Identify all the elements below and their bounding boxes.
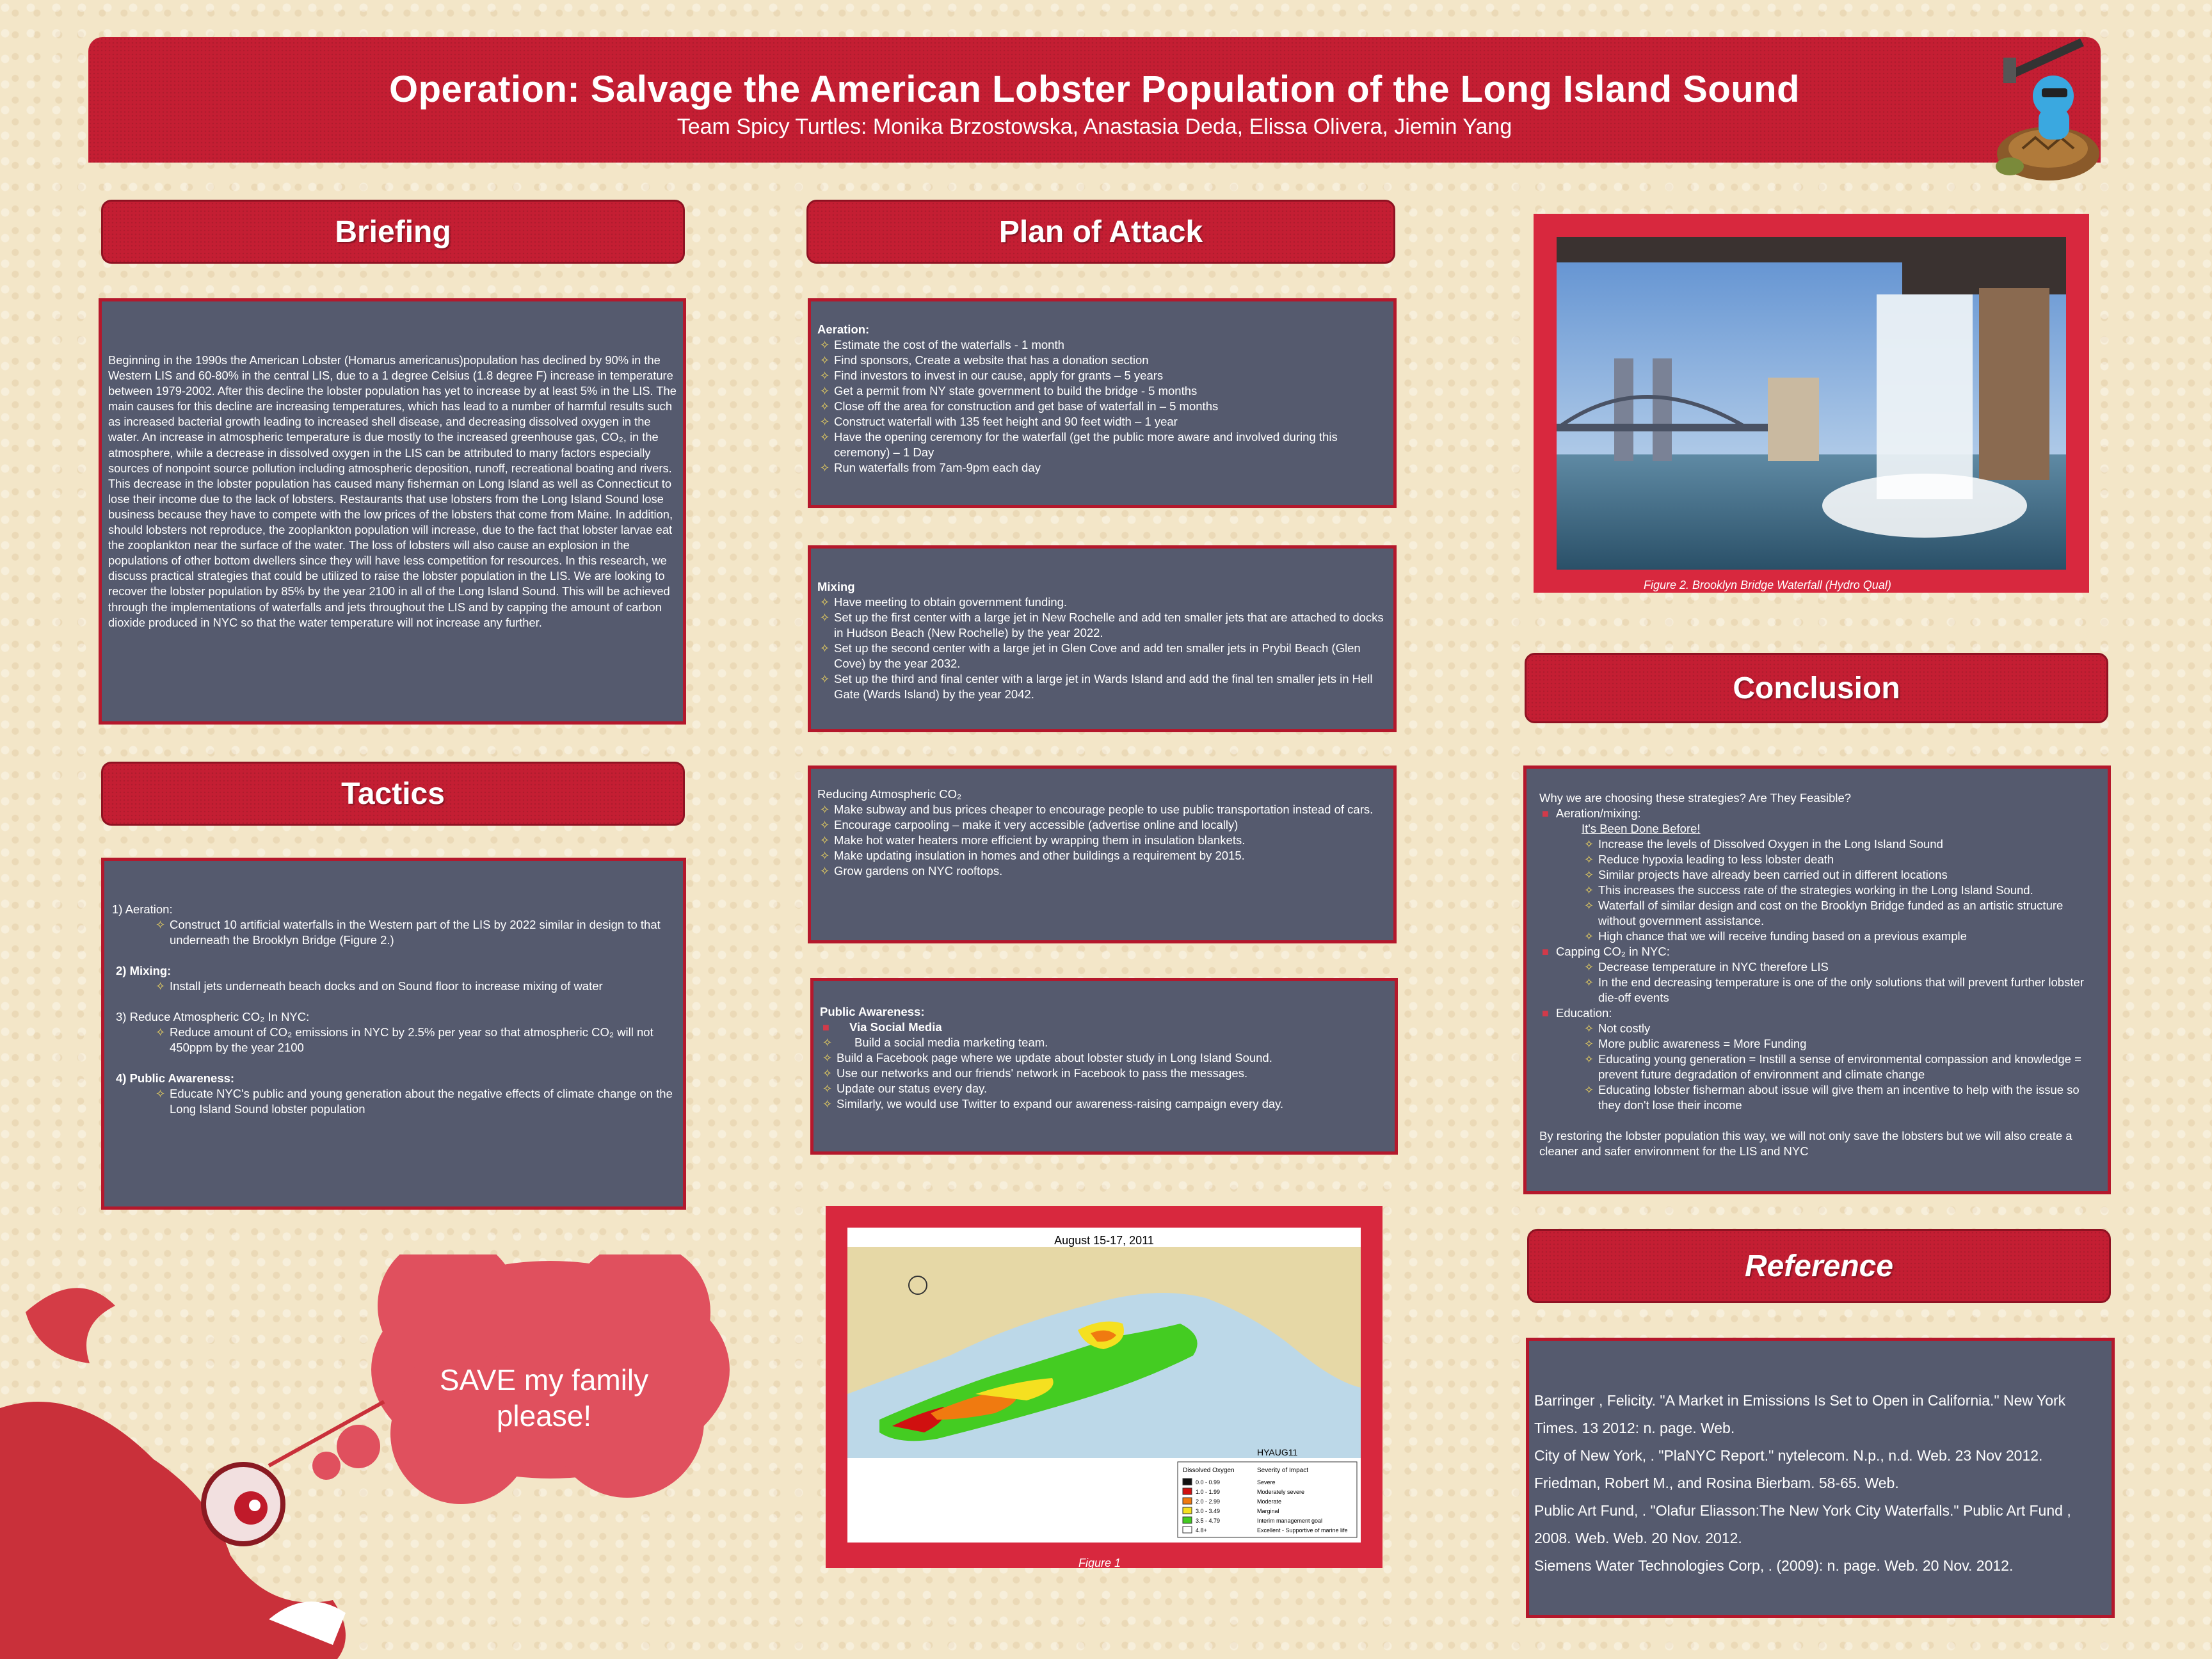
conclusion-education-item: ✧ More public awareness = More Funding bbox=[1539, 1036, 2101, 1052]
figure2-caption: Figure 2. Brooklyn Bridge Waterfall (Hydro Qual) bbox=[1644, 579, 1891, 591]
legend-label: Moderately severe bbox=[1257, 1489, 1305, 1495]
conclusion-question: Why we are choosing these strategies? Are They Feasible? bbox=[1539, 791, 1852, 805]
conclusion-education-item: ✧ Educating lobster fisherman about issue will give them an incentive to help with the issue so they don't lose their income bbox=[1539, 1082, 2101, 1113]
tactic-bullet: ✧ Construct 10 artificial waterfalls in the Western part of the LIS by 2022 similar in design to that underneath the Brooklyn Bridge (Figure 2.) bbox=[111, 917, 677, 948]
tactic-item-awareness bbox=[111, 1071, 677, 1117]
legend-swatch bbox=[1183, 1517, 1192, 1523]
tactics-heading: Tactics bbox=[101, 762, 685, 826]
turtle-mascot-icon bbox=[1984, 32, 2106, 186]
legend-swatch bbox=[1183, 1479, 1192, 1485]
plan-awareness-item: ✧ Build a social media marketing team. bbox=[820, 1035, 1388, 1050]
tactic-item-aeration bbox=[111, 902, 677, 948]
legend-title-right: Severity of Impact bbox=[1257, 1467, 1309, 1474]
plan-heading: Plan of Attack bbox=[806, 200, 1395, 264]
plan-co2-title: Reducing Atmospheric CO₂ bbox=[817, 787, 962, 801]
legend-label: Interim management goal bbox=[1257, 1518, 1323, 1524]
conclusion-aeration-item: ✧ High chance that we will receive funding based on a previous example bbox=[1539, 929, 2101, 944]
plan-aeration-item: ✧ Run waterfalls from 7am-9pm each day bbox=[817, 460, 1387, 476]
reference-item: Barringer , Felicity. "A Market in Emissions Is Set to Open in California." New York Times. 13 2012: n. page. Web. bbox=[1534, 1392, 2066, 1436]
plan-awareness-item: ✧ Use our networks and our friends' network in Facebook to pass the messages. bbox=[820, 1066, 1388, 1081]
plan-awareness-item: ✧ Update our status every day. bbox=[820, 1081, 1388, 1096]
conclusion-education-title: ■ Education: bbox=[1539, 1006, 2101, 1021]
plan-aeration-item: ✧ Find sponsors, Create a website that has a donation section bbox=[817, 353, 1387, 368]
conclusion-panel bbox=[1523, 765, 2111, 1194]
conclusion-aeration-item: ✧ Similar projects have already been carried out in different locations bbox=[1539, 867, 2101, 883]
tactic-title: 3) Reduce Atmospheric CO₂ In NYC: bbox=[116, 1010, 310, 1023]
plan-awareness-subtitle: ■ Via Social Media bbox=[820, 1020, 1388, 1035]
plan-co2-item: ✧ Make updating insulation in homes and other buildings a requirement by 2015. bbox=[817, 848, 1387, 863]
tactic-title: 1) Aeration: bbox=[112, 902, 173, 916]
plan-co2-panel bbox=[808, 765, 1397, 943]
legend-swatch bbox=[1183, 1507, 1192, 1514]
plan-mixing-item: ✧ Have meeting to obtain government funding. bbox=[817, 595, 1387, 610]
plan-aeration-item: ✧ Construct waterfall with 135 feet height and 90 feet width – 1 year bbox=[817, 414, 1387, 429]
tactic-bullet: ✧ Install jets underneath beach docks and on Sound floor to increase mixing of water bbox=[111, 979, 677, 994]
reference-panel bbox=[1526, 1338, 2115, 1618]
legend-title-left: Dissolved Oxygen bbox=[1183, 1467, 1235, 1474]
tactic-bullet: ✧ Reduce amount of CO₂ emissions in NYC by 2.5% per year so that atmospheric CO₂ will not 450ppm by the year 2100 bbox=[111, 1025, 677, 1055]
conclusion-education-item: ✧ Not costly bbox=[1539, 1021, 2101, 1036]
plan-aeration-title: Aeration: bbox=[817, 323, 870, 336]
plan-awareness-title: Public Awareness: bbox=[820, 1005, 925, 1018]
plan-awareness-panel bbox=[810, 978, 1398, 1155]
reference-heading: Reference bbox=[1527, 1229, 2111, 1303]
poster-title: Operation: Salvage the American Lobster Population of the Long Island Sound bbox=[389, 68, 1800, 110]
legend-swatch bbox=[1183, 1488, 1192, 1495]
reference-item: Public Art Fund, . "Olafur Eliasson:The New York City Waterfalls." Public Art Fund , 2008. Web. Web. 20 Nov. 2012. bbox=[1534, 1502, 2071, 1546]
lobster-illustration bbox=[0, 1254, 768, 1659]
conclusion-aeration-item: ✧ Reduce hypoxia leading to less lobster death bbox=[1539, 852, 2101, 867]
plan-aeration-item: ✧ Find investors to invest in our cause, apply for grants – 5 years bbox=[817, 368, 1387, 383]
briefing-heading: Briefing bbox=[101, 200, 685, 264]
tactic-item-mixing bbox=[111, 963, 677, 994]
briefing-panel bbox=[99, 298, 686, 725]
plan-awareness-item: ✧ Build a Facebook page where we update about lobster study in Long Island Sound. bbox=[820, 1050, 1388, 1066]
legend-label: Marginal bbox=[1257, 1508, 1279, 1514]
team-names: Team Spicy Turtles: Monika Brzostowska, Anastasia Deda, Elissa Olivera, Jiemin Yang bbox=[677, 115, 1512, 139]
reference-item: Siemens Water Technologies Corp, . (2009): n. page. Web. 20 Nov. 2012. bbox=[1534, 1557, 2014, 1574]
plan-aeration-panel bbox=[808, 298, 1397, 508]
legend-range: 0.0 - 0.99 bbox=[1196, 1479, 1221, 1486]
plan-awareness-item: ✧ Similarly, we would use Twitter to expand our awareness-raising campaign every day. bbox=[820, 1096, 1388, 1112]
plan-aeration-item: ✧ Get a permit from NY state government to build the bridge - 5 months bbox=[817, 383, 1387, 399]
legend-swatch bbox=[1183, 1527, 1192, 1533]
legend-range: 3.5 - 4.79 bbox=[1196, 1518, 1221, 1524]
reference-item: City of New York, . "PlaNYC Report." nytelecom. N.p., n.d. Web. 23 Nov 2012. bbox=[1534, 1447, 2043, 1464]
plan-mixing-item: ✧ Set up the third and final center with a large jet in Wards Island and add the final ten smaller jets in Hell Gate (Wards Island) by the year 2042. bbox=[817, 671, 1387, 702]
conclusion-closing: By restoring the lobster population this way, we will not only save the lobsters but we will also create a cleaner and safer environment for the LIS and NYC bbox=[1539, 1129, 2072, 1158]
legend-range: 2.0 - 2.99 bbox=[1196, 1498, 1221, 1505]
plan-co2-item: ✧ Make subway and bus prices cheaper to encourage people to use public transportation instead of cars. bbox=[817, 802, 1387, 817]
legend-label: Excellent - Supportive of marine life bbox=[1257, 1527, 1348, 1534]
legend-range: 3.0 - 3.49 bbox=[1196, 1508, 1221, 1514]
conclusion-aeration-title: ■ Aeration/mixing: bbox=[1539, 806, 2101, 821]
map-title: August 15-17, 2011 bbox=[1054, 1234, 1154, 1247]
plan-co2-item: ✧ Make hot water heaters more efficient by wrapping them in insulation blankets. bbox=[817, 833, 1387, 848]
tactic-title: 4) Public Awareness: bbox=[116, 1071, 235, 1085]
briefing-text: Beginning in the 1990s the American Lobster (Homarus americanus)population has declined by 90% in the Western LIS and 60-80% in the central LIS, due to a 1 degree Celsius (1.8 degree F) increase in temperature between 1979-2002. After this decline the lobster population has yet to increase by at least 5% in the LIS. The main causes for this decline are increasing temperatures, which has lead to a number of harmful results such as increased bacterial growth leading to increased shell disease, and decreasing dissolved oxygen in the water. An increase in atmospheric temperature is due mostly to the increased greenhouse gas, CO₂, in the atmosphere, while a decrease in dissolved oxygen in the LIS can be attributed to many factors especially sources of nonpoint source pollution including atmospheric deposition, runoff, recreational boating and rivers. This decrease in the lobster population has caused many fisherman on Long Island as well as Connecticut to lose their income due to the lack of lobsters. Restaurants that use lobsters from the Long Island Sound lose business because they have to compete with the low prices of the lobsters that come from Maine. In addition, should lobsters not reproduce, the zooplankton population will increase, due to the fact that lobster larvae eat the zooplankton near the surface of the water. The loss of lobsters will also cause an explosion in the populations of other bottom dwellers since they will have less competition for resources. In this research, we discuss practical strategies that could be utilized to raise the lobster population in the LIS. We are looking to recover the lobster population by 85% by the year 2100 in all of the Long Island Sound. This will be achieved through the implementations of waterfalls and jets throughout the LIS and by capping the amount of carbon dioxide produced in NYC so that the water temperature will not increase any further. bbox=[108, 353, 677, 629]
plan-mixing-item: ✧ Set up the first center with a large jet in New Rochelle and add ten smaller jets that are attached to docks in Hudson Beach (New Rochelle) by the year 2022. bbox=[817, 610, 1387, 641]
tactics-panel bbox=[101, 858, 686, 1210]
legend-label: Severe bbox=[1257, 1479, 1276, 1486]
tactic-item-co2 bbox=[111, 1009, 677, 1055]
conclusion-aeration-sub: It's Been Done Before! bbox=[1582, 822, 1701, 835]
conclusion-aeration-item: ✧ Increase the levels of Dissolved Oxygen in the Long Island Sound bbox=[1539, 837, 2101, 852]
plan-co2-item: ✧ Encourage carpooling – make it very accessible (advertise online and locally) bbox=[817, 817, 1387, 833]
conclusion-aeration-item: ✧ Waterfall of similar design and cost on the Brooklyn Bridge funded as an artistic structure without government assistance. bbox=[1539, 898, 2101, 929]
map-code: HYAUG11 bbox=[1257, 1447, 1298, 1457]
conclusion-capping-item: ✧ In the end decreasing temperature is one of the only solutions that will prevent further lobster die-off events bbox=[1539, 975, 2101, 1006]
legend-label: Moderate bbox=[1257, 1498, 1282, 1505]
legend-range: 1.0 - 1.99 bbox=[1196, 1489, 1221, 1495]
legend-swatch bbox=[1183, 1498, 1192, 1504]
reference-item: Friedman, Robert M., and Rosina Bierbam. 58-65. Web. bbox=[1534, 1475, 1899, 1491]
conclusion-capping-title: ■ Capping CO₂ in NYC: bbox=[1539, 944, 2101, 959]
legend-range: 4.8+ bbox=[1196, 1527, 1207, 1534]
conclusion-heading: Conclusion bbox=[1525, 653, 2108, 723]
tactic-title: 2) Mixing: bbox=[116, 964, 172, 977]
plan-mixing-item: ✧ Set up the second center with a large jet in Glen Cove and add ten smaller jets in Prybil Beach (Glen Cove) by the year 2032. bbox=[817, 641, 1387, 671]
conclusion-education-item: ✧ Educating young generation = Instill a sense of environmental compassion and knowledge = prevent future degradation of environment and climate change bbox=[1539, 1052, 2101, 1082]
figure1-frame bbox=[826, 1206, 1382, 1568]
tactic-bullet: ✧ Educate NYC's public and young generation about the negative effects of climate change on the Long Island Sound lobster population bbox=[111, 1086, 677, 1117]
bubble-text: SAVE my family please! bbox=[439, 1363, 649, 1432]
brooklyn-bridge-waterfall-photo bbox=[1557, 237, 2066, 570]
dissolved-oxygen-map bbox=[847, 1228, 1361, 1543]
plan-co2-item: ✧ Grow gardens on NYC rooftops. bbox=[817, 863, 1387, 879]
conclusion-aeration-item: ✧ This increases the success rate of the strategies working in the Long Island Sound. bbox=[1539, 883, 2101, 898]
figure1-caption: Figure 1 bbox=[1078, 1557, 1121, 1569]
plan-mixing-title: Mixing bbox=[817, 580, 855, 593]
plan-aeration-item: ✧ Estimate the cost of the waterfalls - 1 month bbox=[817, 337, 1387, 353]
title-banner bbox=[88, 37, 2101, 163]
conclusion-capping-item: ✧ Decrease temperature in NYC therefore LIS bbox=[1539, 959, 2101, 975]
plan-mixing-panel bbox=[808, 545, 1397, 732]
plan-aeration-item: ✧ Have the opening ceremony for the waterfall (get the public more aware and involved during this ceremony) – 1 Day bbox=[817, 429, 1387, 460]
plan-aeration-item: ✧ Close off the area for construction and get base of waterfall in – 5 months bbox=[817, 399, 1387, 414]
figure2-frame bbox=[1534, 214, 2089, 593]
